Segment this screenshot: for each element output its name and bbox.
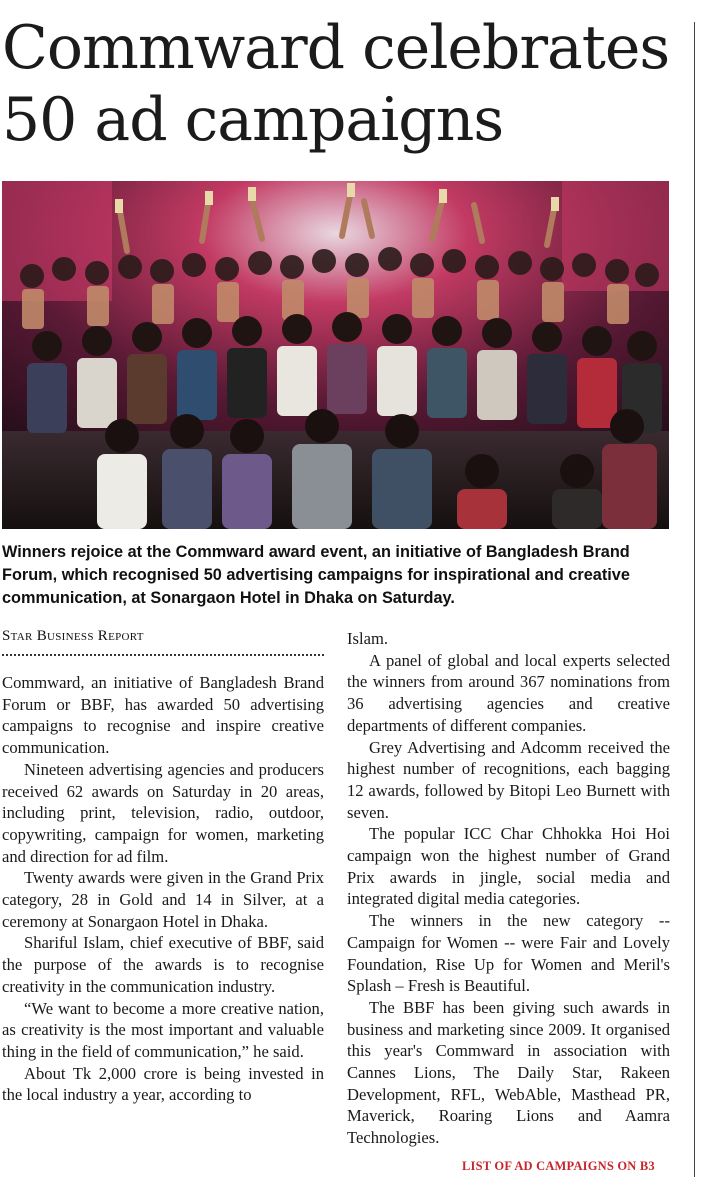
paragraph: The BBF has been giving such awards in business and marketing since 2009. It organised this year's Commward in association with Cannes Lions, The Daily Star, Rakeen Development, RFL, WebAble, Masthead PR, Maverick, Roaring Lions and Aamra Technologies. xyxy=(347,997,670,1148)
paragraph: The winners in the new category -- Campaign for Women -- were Fair and Lovely Foundation, Rise Up for Women and Meril's Splash – Fresh is Beautiful. xyxy=(347,911,670,996)
paragraph: “We want to become a more creative nation, as creativity is the most important and valuable thing in the field of communication,” he said. xyxy=(2,998,324,1061)
continuation-link[interactable]: LIST OF AD CAMPAIGNS ON B3 xyxy=(462,1159,655,1173)
award-winners-group-photo-icon xyxy=(2,181,669,529)
column-rule xyxy=(694,22,695,1177)
headline xyxy=(2,12,692,156)
paragraph: A panel of global and local experts selected the winners from around 367 nominations from 36 advertising agencies and creative departments of different companies. xyxy=(347,650,670,735)
paragraph: Islam. xyxy=(347,629,389,648)
paragraph: Commward, an initiative of Bangladesh Brand Forum or BBF, has awarded 50 advertising campaigns to recognise and inspire creative communication. xyxy=(2,673,324,758)
dotted-divider xyxy=(2,654,324,656)
headline-line-1: Commward celebrates xyxy=(2,13,670,83)
byline: Star Business Report xyxy=(2,628,144,644)
headline-line-2: 50 ad campaigns xyxy=(2,85,504,155)
paragraph: Grey Advertising and Adcomm received the highest number of recognitions, each bagging 12 awards, followed by Bitopi Leo Burnett with seven. xyxy=(347,737,670,822)
paragraph: The popular ICC Char Chhokka Hoi Hoi campaign won the highest number of Grand Prix awards in jingle, social media and integrated digital media categories. xyxy=(347,824,670,909)
article-column-1 xyxy=(2,672,324,1106)
article-column-2 xyxy=(347,628,670,1149)
photo-caption: Winners rejoice at the Commward award event, an initiative of Bangladesh Brand Forum, which recognised 50 advertising campaigns for inspirational and creative communication, at Sonargaon Hotel in Dhaka on Saturday. xyxy=(2,543,630,607)
paragraph: Twenty awards were given in the Grand Prix category, 28 in Gold and 14 in Silver, at a ceremony at Sonargaon Hotel in Dhaka. xyxy=(2,868,324,931)
paragraph: About Tk 2,000 crore is being invested in the local industry a year, according to xyxy=(2,1063,324,1105)
paragraph: Nineteen advertising agencies and producers received 62 awards on Saturday in 20 areas, including print, television, radio, outdoor, copywriting, campaign for women, marketing and direction for ad film. xyxy=(2,759,324,866)
paragraph: Shariful Islam, chief executive of BBF, said the purpose of the awards is to recognise creativity in the communication industry. xyxy=(2,933,324,996)
